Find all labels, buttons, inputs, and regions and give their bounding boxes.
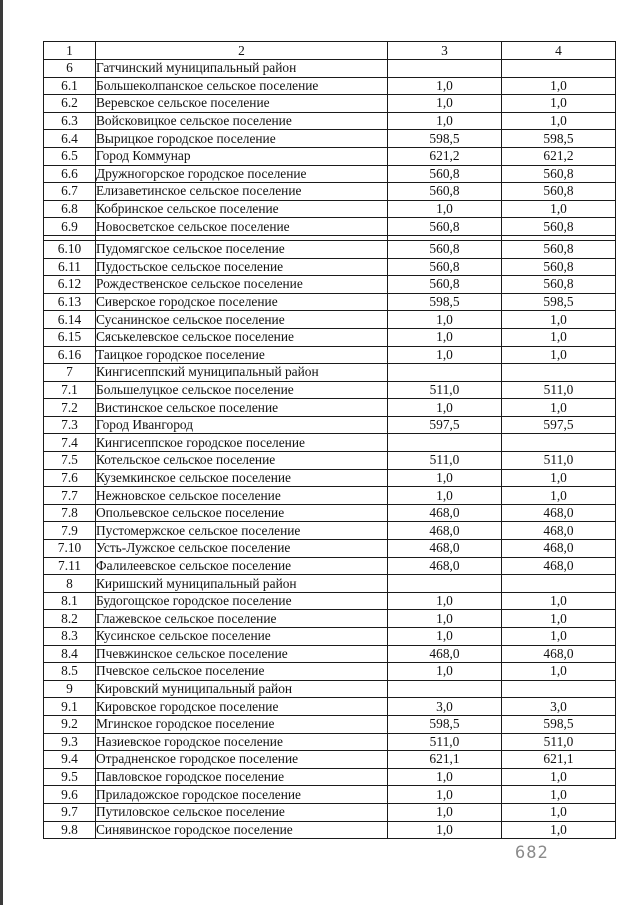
table-row bbox=[44, 698, 616, 716]
row-number-cell: 6 bbox=[44, 60, 96, 78]
row-value4-cell bbox=[502, 60, 616, 78]
row-number-cell: 9 bbox=[44, 680, 96, 698]
row-name-cell: Усть-Лужское сельское поселение bbox=[96, 540, 388, 558]
row-value4-cell: 1,0 bbox=[502, 628, 616, 646]
row-number-cell: 6.6 bbox=[44, 165, 96, 183]
row-value4-cell: 511,0 bbox=[502, 452, 616, 470]
row-value3-cell: 1,0 bbox=[388, 628, 502, 646]
row-value3-cell: 468,0 bbox=[388, 645, 502, 663]
table-row bbox=[44, 452, 616, 470]
row-value4-cell: 468,0 bbox=[502, 645, 616, 663]
row-name-cell: Сиверское городское поселение bbox=[96, 293, 388, 311]
page-number: 682 bbox=[515, 843, 549, 863]
row-value4-cell: 1,0 bbox=[502, 328, 616, 346]
row-value4-cell: 1,0 bbox=[502, 803, 616, 821]
row-name-cell: Павловское городское поселение bbox=[96, 768, 388, 786]
table-row bbox=[44, 346, 616, 364]
row-number-cell: 7.4 bbox=[44, 434, 96, 452]
row-value3-cell: 468,0 bbox=[388, 557, 502, 575]
row-name-cell: Кингисеппское городское поселение bbox=[96, 434, 388, 452]
row-number-cell: 7.10 bbox=[44, 540, 96, 558]
row-value3-cell: 1,0 bbox=[388, 311, 502, 329]
row-value4-cell: 621,1 bbox=[502, 751, 616, 769]
row-value3-cell: 621,1 bbox=[388, 751, 502, 769]
table-row bbox=[44, 311, 616, 329]
table-row bbox=[44, 663, 616, 681]
row-value4-cell: 1,0 bbox=[502, 469, 616, 487]
row-name-cell: Мгинское городское поселение bbox=[96, 715, 388, 733]
row-value4-cell: 468,0 bbox=[502, 557, 616, 575]
row-name-cell: Пустомержское сельское поселение bbox=[96, 522, 388, 540]
row-value4-cell: 560,8 bbox=[502, 258, 616, 276]
row-value4-cell: 468,0 bbox=[502, 504, 616, 522]
row-value4-cell: 560,8 bbox=[502, 183, 616, 201]
row-name-cell: Город Ивангород bbox=[96, 416, 388, 434]
table-row bbox=[44, 469, 616, 487]
row-name-cell: Большелуцкое сельское поселение bbox=[96, 381, 388, 399]
row-value3-cell bbox=[388, 364, 502, 382]
row-number-cell: 7.11 bbox=[44, 557, 96, 575]
row-value3-cell: 1,0 bbox=[388, 786, 502, 804]
row-name-cell: Пчевжинское сельское поселение bbox=[96, 645, 388, 663]
row-value4-cell: 1,0 bbox=[502, 311, 616, 329]
row-value3-cell bbox=[388, 680, 502, 698]
row-value4-cell: 1,0 bbox=[502, 200, 616, 218]
row-value3-cell: 1,0 bbox=[388, 77, 502, 95]
table-row bbox=[44, 504, 616, 522]
row-name-cell: Синявинское городское поселение bbox=[96, 821, 388, 839]
row-number-cell: 6.9 bbox=[44, 218, 96, 236]
row-number-cell: 7.8 bbox=[44, 504, 96, 522]
table-row bbox=[44, 803, 616, 821]
row-number-cell: 6.8 bbox=[44, 200, 96, 218]
row-number-cell: 8.2 bbox=[44, 610, 96, 628]
row-number-cell: 7.3 bbox=[44, 416, 96, 434]
row-name-cell: Куземкинское сельское поселение bbox=[96, 469, 388, 487]
row-value3-cell: 560,8 bbox=[388, 218, 502, 236]
row-value4-cell: 597,5 bbox=[502, 416, 616, 434]
row-value4-cell: 598,5 bbox=[502, 293, 616, 311]
table-row bbox=[44, 487, 616, 505]
table-row bbox=[44, 276, 616, 294]
row-value3-cell: 598,5 bbox=[388, 715, 502, 733]
row-number-cell: 9.6 bbox=[44, 786, 96, 804]
data-table bbox=[43, 41, 616, 839]
row-name-cell: Войсковицкое сельское поселение bbox=[96, 112, 388, 130]
row-name-cell: Кингисеппский муниципальный район bbox=[96, 364, 388, 382]
row-value3-cell: 1,0 bbox=[388, 399, 502, 417]
row-value3-cell: 1,0 bbox=[388, 821, 502, 839]
row-name-cell: Нежновское сельское поселение bbox=[96, 487, 388, 505]
table-header-row bbox=[44, 42, 616, 60]
row-name-cell: Сусанинское сельское поселение bbox=[96, 311, 388, 329]
row-name-cell: Глажевское сельское поселение bbox=[96, 610, 388, 628]
row-value3-cell: 597,5 bbox=[388, 416, 502, 434]
row-value3-cell: 468,0 bbox=[388, 540, 502, 558]
row-name-cell: Фалилеевское сельское поселение bbox=[96, 557, 388, 575]
row-value4-cell: 1,0 bbox=[502, 663, 616, 681]
row-name-cell: Вистинское сельское поселение bbox=[96, 399, 388, 417]
row-name-cell: Опольевское сельское поселение bbox=[96, 504, 388, 522]
row-value3-cell bbox=[388, 434, 502, 452]
row-value3-cell: 1,0 bbox=[388, 610, 502, 628]
row-value3-cell: 1,0 bbox=[388, 200, 502, 218]
row-name-cell: Киришский муниципальный район bbox=[96, 575, 388, 593]
row-name-cell: Пудомягское сельское поселение bbox=[96, 240, 388, 258]
table-row bbox=[44, 328, 616, 346]
table-row bbox=[44, 434, 616, 452]
row-value3-cell: 1,0 bbox=[388, 346, 502, 364]
row-name-cell: Отрадненское городское поселение bbox=[96, 751, 388, 769]
row-value3-cell: 598,5 bbox=[388, 130, 502, 148]
row-name-cell: Вырицкое городское поселение bbox=[96, 130, 388, 148]
table-row bbox=[44, 165, 616, 183]
row-name-cell: Город Коммунар bbox=[96, 147, 388, 165]
row-number-cell: 7.1 bbox=[44, 381, 96, 399]
row-value4-cell: 468,0 bbox=[502, 540, 616, 558]
row-value3-cell: 3,0 bbox=[388, 698, 502, 716]
row-value3-cell bbox=[388, 60, 502, 78]
table-row bbox=[44, 77, 616, 95]
row-number-cell: 7.2 bbox=[44, 399, 96, 417]
row-value3-cell: 1,0 bbox=[388, 487, 502, 505]
row-number-cell: 6.4 bbox=[44, 130, 96, 148]
row-name-cell: Будогощское городское поселение bbox=[96, 592, 388, 610]
table-row bbox=[44, 95, 616, 113]
row-value4-cell: 1,0 bbox=[502, 112, 616, 130]
row-value4-cell: 1,0 bbox=[502, 77, 616, 95]
row-value3-cell: 1,0 bbox=[388, 803, 502, 821]
row-name-cell: Рождественское сельское поселение bbox=[96, 276, 388, 294]
row-number-cell: 8.1 bbox=[44, 592, 96, 610]
row-value3-cell: 1,0 bbox=[388, 328, 502, 346]
table-row bbox=[44, 557, 616, 575]
row-value3-cell: 511,0 bbox=[388, 381, 502, 399]
row-number-cell: 9.1 bbox=[44, 698, 96, 716]
row-value3-cell: 560,8 bbox=[388, 258, 502, 276]
row-value4-cell: 598,5 bbox=[502, 715, 616, 733]
table-row bbox=[44, 130, 616, 148]
table-row bbox=[44, 540, 616, 558]
row-name-cell: Новосветское сельское поселение bbox=[96, 218, 388, 236]
row-number-cell: 6.12 bbox=[44, 276, 96, 294]
row-number-cell: 6.11 bbox=[44, 258, 96, 276]
row-name-cell: Кировское городское поселение bbox=[96, 698, 388, 716]
row-value3-cell: 1,0 bbox=[388, 95, 502, 113]
table-row bbox=[44, 293, 616, 311]
row-value4-cell: 511,0 bbox=[502, 733, 616, 751]
row-value3-cell: 468,0 bbox=[388, 504, 502, 522]
row-value4-cell bbox=[502, 575, 616, 593]
row-value4-cell: 1,0 bbox=[502, 610, 616, 628]
row-number-cell: 8.4 bbox=[44, 645, 96, 663]
row-value3-cell: 1,0 bbox=[388, 112, 502, 130]
table-row bbox=[44, 381, 616, 399]
row-value3-cell: 1,0 bbox=[388, 469, 502, 487]
scan-edge-bar bbox=[0, 0, 3, 905]
row-value3-cell: 621,2 bbox=[388, 147, 502, 165]
table-row bbox=[44, 786, 616, 804]
row-number-cell: 6.1 bbox=[44, 77, 96, 95]
table-row bbox=[44, 522, 616, 540]
row-value3-cell: 511,0 bbox=[388, 733, 502, 751]
table-row bbox=[44, 240, 616, 258]
row-name-cell: Кобринское сельское поселение bbox=[96, 200, 388, 218]
row-number-cell: 7.6 bbox=[44, 469, 96, 487]
table-row bbox=[44, 751, 616, 769]
row-number-cell: 9.4 bbox=[44, 751, 96, 769]
row-name-cell: Гатчинский муниципальный район bbox=[96, 60, 388, 78]
row-value3-cell: 598,5 bbox=[388, 293, 502, 311]
row-name-cell: Назиевское городское поселение bbox=[96, 733, 388, 751]
row-value4-cell bbox=[502, 680, 616, 698]
table-row bbox=[44, 364, 616, 382]
row-name-cell: Веревское сельское поселение bbox=[96, 95, 388, 113]
row-number-cell: 6.16 bbox=[44, 346, 96, 364]
row-value4-cell: 1,0 bbox=[502, 399, 616, 417]
row-number-cell: 7 bbox=[44, 364, 96, 382]
table-row bbox=[44, 200, 616, 218]
row-value4-cell: 3,0 bbox=[502, 698, 616, 716]
col-header-4: 4 bbox=[502, 42, 616, 60]
row-value4-cell: 511,0 bbox=[502, 381, 616, 399]
row-value4-cell: 621,2 bbox=[502, 147, 616, 165]
table-row bbox=[44, 592, 616, 610]
row-name-cell: Пчевское сельское поселение bbox=[96, 663, 388, 681]
row-value3-cell: 560,8 bbox=[388, 183, 502, 201]
table-row bbox=[44, 575, 616, 593]
row-value4-cell: 560,8 bbox=[502, 218, 616, 236]
row-value3-cell: 1,0 bbox=[388, 768, 502, 786]
row-name-cell: Пудостьское сельское поселение bbox=[96, 258, 388, 276]
row-name-cell: Приладожское городское поселение bbox=[96, 786, 388, 804]
row-name-cell: Котельское сельское поселение bbox=[96, 452, 388, 470]
row-name-cell: Таицкое городское поселение bbox=[96, 346, 388, 364]
row-number-cell: 6.14 bbox=[44, 311, 96, 329]
row-number-cell: 9.3 bbox=[44, 733, 96, 751]
row-value3-cell: 560,8 bbox=[388, 165, 502, 183]
row-value4-cell: 1,0 bbox=[502, 786, 616, 804]
row-value4-cell: 1,0 bbox=[502, 821, 616, 839]
row-value4-cell: 598,5 bbox=[502, 130, 616, 148]
table-row bbox=[44, 183, 616, 201]
row-name-cell: Кировский муниципальный район bbox=[96, 680, 388, 698]
row-value4-cell: 1,0 bbox=[502, 487, 616, 505]
row-name-cell: Елизаветинское сельское поселение bbox=[96, 183, 388, 201]
table-row bbox=[44, 399, 616, 417]
table-row bbox=[44, 258, 616, 276]
table-row bbox=[44, 715, 616, 733]
row-value3-cell: 468,0 bbox=[388, 522, 502, 540]
row-name-cell: Дружногорское городское поселение bbox=[96, 165, 388, 183]
table-row bbox=[44, 680, 616, 698]
table-row bbox=[44, 147, 616, 165]
table-row bbox=[44, 610, 616, 628]
table-row bbox=[44, 416, 616, 434]
col-header-2: 2 bbox=[96, 42, 388, 60]
row-number-cell: 6.13 bbox=[44, 293, 96, 311]
row-value3-cell bbox=[388, 575, 502, 593]
row-value3-cell: 511,0 bbox=[388, 452, 502, 470]
row-number-cell: 6.2 bbox=[44, 95, 96, 113]
row-number-cell: 9.2 bbox=[44, 715, 96, 733]
col-header-1: 1 bbox=[44, 42, 96, 60]
row-number-cell: 8 bbox=[44, 575, 96, 593]
row-value4-cell: 1,0 bbox=[502, 346, 616, 364]
row-name-cell: Большеколпанское сельское поселение bbox=[96, 77, 388, 95]
table-row bbox=[44, 821, 616, 839]
row-number-cell: 6.15 bbox=[44, 328, 96, 346]
row-number-cell: 6.10 bbox=[44, 240, 96, 258]
row-number-cell: 8.5 bbox=[44, 663, 96, 681]
table-row bbox=[44, 645, 616, 663]
row-value3-cell: 1,0 bbox=[388, 663, 502, 681]
row-number-cell: 7.7 bbox=[44, 487, 96, 505]
col-header-3: 3 bbox=[388, 42, 502, 60]
table-body bbox=[44, 60, 616, 839]
row-value4-cell: 1,0 bbox=[502, 592, 616, 610]
table-row bbox=[44, 628, 616, 646]
row-value4-cell: 1,0 bbox=[502, 95, 616, 113]
row-number-cell: 8.3 bbox=[44, 628, 96, 646]
row-number-cell: 6.7 bbox=[44, 183, 96, 201]
row-number-cell: 6.3 bbox=[44, 112, 96, 130]
row-value3-cell: 560,8 bbox=[388, 276, 502, 294]
row-name-cell: Путиловское сельское поселение bbox=[96, 803, 388, 821]
table-row bbox=[44, 768, 616, 786]
row-number-cell: 7.5 bbox=[44, 452, 96, 470]
row-value4-cell: 468,0 bbox=[502, 522, 616, 540]
row-value3-cell: 560,8 bbox=[388, 240, 502, 258]
row-value4-cell: 560,8 bbox=[502, 240, 616, 258]
row-value3-cell: 1,0 bbox=[388, 592, 502, 610]
table-row bbox=[44, 218, 616, 236]
row-number-cell: 6.5 bbox=[44, 147, 96, 165]
row-value4-cell: 1,0 bbox=[502, 768, 616, 786]
row-number-cell: 9.7 bbox=[44, 803, 96, 821]
table-row bbox=[44, 112, 616, 130]
row-number-cell: 9.5 bbox=[44, 768, 96, 786]
row-name-cell: Сяськелевское сельское поселение bbox=[96, 328, 388, 346]
row-value4-cell: 560,8 bbox=[502, 276, 616, 294]
row-value4-cell bbox=[502, 364, 616, 382]
row-value4-cell bbox=[502, 434, 616, 452]
row-number-cell: 7.9 bbox=[44, 522, 96, 540]
row-value4-cell: 560,8 bbox=[502, 165, 616, 183]
table-row bbox=[44, 60, 616, 78]
row-number-cell: 9.8 bbox=[44, 821, 96, 839]
table-row bbox=[44, 733, 616, 751]
row-name-cell: Кусинское сельское поселение bbox=[96, 628, 388, 646]
